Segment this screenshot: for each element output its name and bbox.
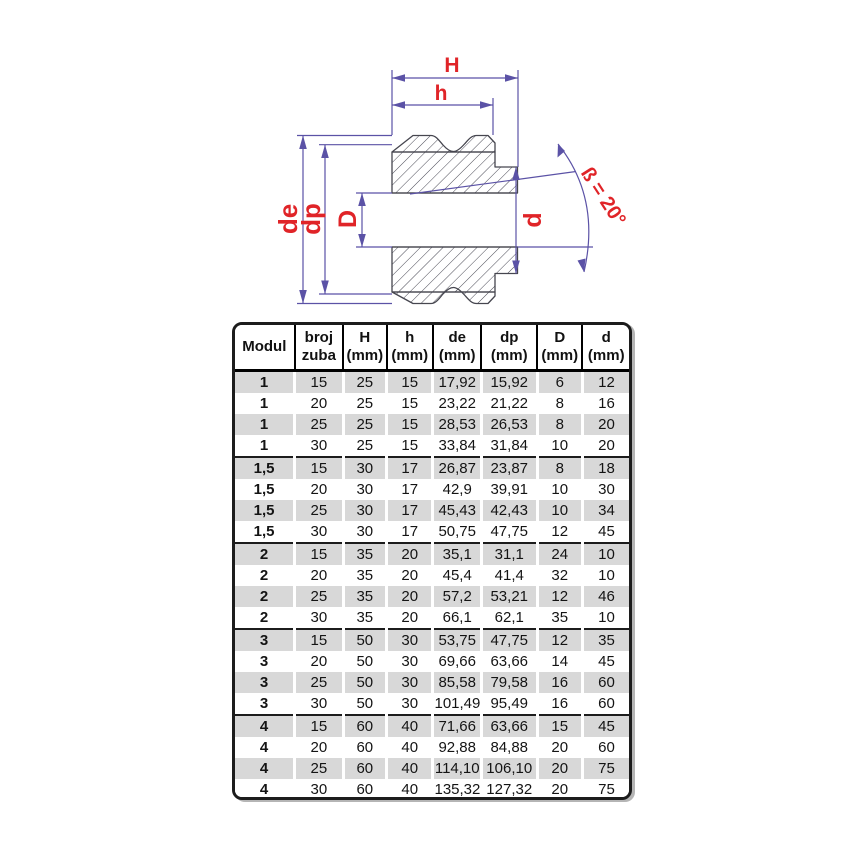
cell-d-mm: 30 xyxy=(582,479,629,500)
label-de: de xyxy=(273,203,303,235)
label-h: h xyxy=(434,82,448,105)
cell-D-mm: 14 xyxy=(537,651,582,672)
cell-modul: 3 xyxy=(235,629,295,651)
cell-H-mm: 50 xyxy=(343,693,386,715)
cell-dp-mm: 21,22 xyxy=(481,393,537,414)
cell-dp-mm: 62,1 xyxy=(481,607,537,629)
cell-h-mm: 17 xyxy=(387,521,433,543)
cell-modul: 4 xyxy=(235,737,295,758)
cell-h-mm: 15 xyxy=(387,371,433,394)
cell-modul: 2 xyxy=(235,607,295,629)
cell-d-mm: 45 xyxy=(582,715,629,737)
cell-D-mm: 12 xyxy=(537,629,582,651)
table-row xyxy=(235,629,629,651)
cell-H-mm: 30 xyxy=(343,457,386,479)
table-row xyxy=(235,393,629,414)
cell-dp-mm: 39,91 xyxy=(481,479,537,500)
cell-modul: 2 xyxy=(235,543,295,565)
angle-arc xyxy=(558,144,589,272)
cell-D-mm: 24 xyxy=(537,543,582,565)
label-beta: ß = 20° xyxy=(576,163,631,231)
cell-D-mm: 16 xyxy=(537,672,582,693)
cell-broj-zuba: 25 xyxy=(295,414,343,435)
cell-de-mm: 85,58 xyxy=(433,672,481,693)
section-block-bottom xyxy=(392,247,518,292)
cell-dp-mm: 63,66 xyxy=(481,715,537,737)
cell-dp-mm: 63,66 xyxy=(481,651,537,672)
cell-H-mm: 50 xyxy=(343,629,386,651)
cell-broj-zuba: 20 xyxy=(295,393,343,414)
cell-de-mm: 135,32 xyxy=(434,781,481,798)
cell-H-mm: 25 xyxy=(343,371,386,394)
cell-de-mm: 71,66 xyxy=(433,715,481,737)
cell-de-mm: 45,4 xyxy=(433,565,481,586)
cell-H-mm: 50 xyxy=(343,672,386,693)
cell-dp-mm: 127,32 xyxy=(481,779,537,800)
cell-modul: 3 xyxy=(235,651,295,672)
table-row xyxy=(235,435,629,457)
cell-dp-mm: 84,88 xyxy=(481,737,537,758)
cell-H-mm: 60 xyxy=(343,715,386,737)
cell-d-mm: 75 xyxy=(582,758,629,779)
cell-H-mm: 35 xyxy=(343,586,386,607)
cell-H-mm: 35 xyxy=(343,543,386,565)
cell-broj-zuba: 15 xyxy=(295,629,343,651)
cell-d-mm: 60 xyxy=(582,737,629,758)
table-row xyxy=(235,586,629,607)
cell-H-mm: 35 xyxy=(343,565,386,586)
cell-de-mm: 28,53 xyxy=(433,414,481,435)
cell-modul: 2 xyxy=(235,586,295,607)
cell-broj-zuba: 30 xyxy=(295,607,343,629)
cell-broj-zuba: 20 xyxy=(295,479,343,500)
gear-table xyxy=(235,325,629,800)
cell-de-mm: 17,92 xyxy=(433,371,481,394)
cell-dp-mm: 79,58 xyxy=(481,672,537,693)
cell-H-mm: 25 xyxy=(343,393,386,414)
cell-d-mm: 75 xyxy=(582,779,629,800)
cell-D-mm: 10 xyxy=(537,435,582,457)
cell-H-mm: 25 xyxy=(343,414,386,435)
cell-de-mm: 92,88 xyxy=(433,737,481,758)
cell-dp-mm: 26,53 xyxy=(481,414,537,435)
cell-H-mm: 60 xyxy=(343,779,386,800)
cell-h-mm: 20 xyxy=(387,565,433,586)
cell-modul: 1,5 xyxy=(235,521,295,543)
cell-modul: 1 xyxy=(235,435,295,457)
cell-d-mm: 20 xyxy=(582,435,629,457)
cell-modul: 4 xyxy=(235,715,295,737)
cell-de-mm: 66,1 xyxy=(433,607,481,629)
cell-dp-mm: 95,49 xyxy=(481,693,537,715)
cell-dp-mm: 15,92 xyxy=(481,371,537,394)
cell-h-mm: 30 xyxy=(387,651,433,672)
cell-modul: 1,5 xyxy=(235,457,295,479)
column-header-dp-mm: dp (mm) xyxy=(481,325,537,371)
cell-d-mm: 20 xyxy=(582,414,629,435)
cell-dp-mm: 23,87 xyxy=(481,457,537,479)
cell-broj-zuba: 30 xyxy=(295,435,343,457)
cell-D-mm: 16 xyxy=(537,693,582,715)
cell-H-mm: 60 xyxy=(343,737,386,758)
cell-H-mm: 25 xyxy=(343,435,386,457)
cell-H-mm: 30 xyxy=(343,521,386,543)
cell-h-mm: 40 xyxy=(387,737,433,758)
cell-h-mm: 30 xyxy=(387,629,433,651)
column-header-d-mm: d (mm) xyxy=(582,325,629,371)
cell-modul: 1 xyxy=(235,414,295,435)
cell-broj-zuba: 20 xyxy=(295,737,343,758)
cell-modul: 1 xyxy=(235,393,295,414)
cell-modul: 1,5 xyxy=(235,479,295,500)
table-row xyxy=(235,521,629,543)
cell-d-mm: 10 xyxy=(582,543,629,565)
cell-broj-zuba: 25 xyxy=(295,586,343,607)
table-row xyxy=(235,457,629,479)
column-header-H-mm: H (mm) xyxy=(343,325,386,371)
cell-d-mm: 10 xyxy=(582,607,629,629)
cell-H-mm: 60 xyxy=(343,758,386,779)
cell-h-mm: 15 xyxy=(387,435,433,457)
table-row xyxy=(235,371,629,394)
section-block-top xyxy=(392,152,518,193)
cell-h-mm: 40 xyxy=(387,779,433,800)
cell-de-mm: 26,87 xyxy=(433,457,481,479)
cell-d-mm: 35 xyxy=(582,629,629,651)
cell-de-mm: 45,43 xyxy=(433,500,481,521)
column-header-D-mm: D (mm) xyxy=(537,325,582,371)
cell-modul: 3 xyxy=(235,672,295,693)
cell-D-mm: 20 xyxy=(537,737,582,758)
bore-edges xyxy=(392,193,518,247)
cell-H-mm: 30 xyxy=(343,500,386,521)
cell-de-mm: 69,66 xyxy=(433,651,481,672)
cell-dp-mm: 47,75 xyxy=(481,521,537,543)
cell-h-mm: 15 xyxy=(387,414,433,435)
cell-D-mm: 6 xyxy=(537,371,582,394)
cell-d-mm: 12 xyxy=(582,371,629,394)
cell-broj-zuba: 20 xyxy=(295,565,343,586)
column-header-modul: Modul xyxy=(235,325,295,371)
cell-modul: 4 xyxy=(235,758,295,779)
table-row xyxy=(235,543,629,565)
column-header-de-mm: de (mm) xyxy=(433,325,481,371)
cell-H-mm: 30 xyxy=(343,479,386,500)
cell-broj-zuba: 15 xyxy=(295,457,343,479)
table-row xyxy=(235,565,629,586)
gear-data-table xyxy=(232,322,632,800)
cell-h-mm: 40 xyxy=(387,715,433,737)
cell-dp-mm: 53,21 xyxy=(481,586,537,607)
cell-D-mm: 12 xyxy=(537,586,582,607)
gear-cross-section xyxy=(392,136,518,304)
cell-D-mm: 20 xyxy=(537,758,582,779)
cell-de-mm: 33,84 xyxy=(433,435,481,457)
cell-d-mm: 46 xyxy=(582,586,629,607)
cell-dp-mm: 31,1 xyxy=(481,543,537,565)
cell-de-mm: 23,22 xyxy=(433,393,481,414)
cell-modul: 1,5 xyxy=(235,500,295,521)
table-row xyxy=(235,758,629,779)
cell-broj-zuba: 15 xyxy=(295,543,343,565)
cell-D-mm: 10 xyxy=(537,500,582,521)
table-header-row xyxy=(235,325,629,371)
table-row xyxy=(235,672,629,693)
cell-d-mm: 60 xyxy=(582,693,629,715)
cell-broj-zuba: 30 xyxy=(295,779,343,800)
cell-de-mm: 50,75 xyxy=(433,521,481,543)
cell-d-mm: 60 xyxy=(582,672,629,693)
cell-de-mm: 114,10 xyxy=(434,760,480,777)
cell-D-mm: 8 xyxy=(537,414,582,435)
label-D: D xyxy=(334,209,362,229)
table-body xyxy=(235,371,629,801)
gear-dimension-drawing xyxy=(0,0,860,330)
table-row xyxy=(235,414,629,435)
label-dp: dp xyxy=(296,203,326,235)
table-row xyxy=(235,500,629,521)
cell-D-mm: 10 xyxy=(537,479,582,500)
cell-broj-zuba: 15 xyxy=(295,715,343,737)
column-header-h-mm: h (mm) xyxy=(387,325,433,371)
cell-D-mm: 8 xyxy=(537,393,582,414)
cell-de-mm: 57,2 xyxy=(433,586,481,607)
cell-de-mm: 35,1 xyxy=(433,543,481,565)
cell-dp-mm: 47,75 xyxy=(481,629,537,651)
table-row xyxy=(235,651,629,672)
cell-broj-zuba: 30 xyxy=(295,693,343,715)
cell-D-mm: 35 xyxy=(537,607,582,629)
cell-D-mm: 15 xyxy=(537,715,582,737)
cell-h-mm: 20 xyxy=(387,607,433,629)
cell-modul: 2 xyxy=(235,565,295,586)
cell-dp-mm: 31,84 xyxy=(481,435,537,457)
cell-de-mm: 101,49 xyxy=(433,693,481,715)
cell-modul: 1 xyxy=(235,371,295,394)
cell-dp-mm: 106,10 xyxy=(481,758,537,779)
cell-d-mm: 10 xyxy=(582,565,629,586)
cell-broj-zuba: 30 xyxy=(295,521,343,543)
cell-d-mm: 18 xyxy=(582,457,629,479)
cell-h-mm: 30 xyxy=(387,672,433,693)
table-row xyxy=(235,607,629,629)
tooth-band-top xyxy=(392,136,495,153)
cell-broj-zuba: 25 xyxy=(295,500,343,521)
cell-broj-zuba: 20 xyxy=(295,651,343,672)
cell-de-mm: 42,9 xyxy=(433,479,481,500)
table-row xyxy=(235,479,629,500)
cell-H-mm: 50 xyxy=(343,651,386,672)
cell-h-mm: 40 xyxy=(387,758,433,779)
table-row xyxy=(235,715,629,737)
table-row xyxy=(235,779,629,800)
cell-dp-mm: 41,4 xyxy=(481,565,537,586)
cell-de-mm: 53,75 xyxy=(433,629,481,651)
cell-D-mm: 32 xyxy=(537,565,582,586)
label-d: d xyxy=(519,212,547,228)
table-row xyxy=(235,737,629,758)
cell-modul: 3 xyxy=(235,693,295,715)
cell-h-mm: 20 xyxy=(387,586,433,607)
cell-modul: 4 xyxy=(235,779,295,800)
cell-dp-mm: 42,43 xyxy=(481,500,537,521)
table-row xyxy=(235,693,629,715)
cell-D-mm: 12 xyxy=(537,521,582,543)
cell-h-mm: 20 xyxy=(387,543,433,565)
cell-h-mm: 17 xyxy=(387,500,433,521)
label-H: H xyxy=(444,54,460,77)
column-header-broj-zuba: broj zuba xyxy=(295,325,343,371)
cell-d-mm: 16 xyxy=(582,393,629,414)
cell-d-mm: 45 xyxy=(582,521,629,543)
cell-H-mm: 35 xyxy=(343,607,386,629)
cell-d-mm: 34 xyxy=(582,500,629,521)
cell-broj-zuba: 15 xyxy=(295,371,343,394)
cell-d-mm: 45 xyxy=(582,651,629,672)
cell-h-mm: 15 xyxy=(387,393,433,414)
cell-h-mm: 30 xyxy=(387,693,433,715)
cell-h-mm: 17 xyxy=(387,457,433,479)
cell-D-mm: 20 xyxy=(537,779,582,800)
cell-D-mm: 8 xyxy=(537,457,582,479)
cell-broj-zuba: 25 xyxy=(295,672,343,693)
cell-broj-zuba: 25 xyxy=(295,758,343,779)
cell-h-mm: 17 xyxy=(387,479,433,500)
